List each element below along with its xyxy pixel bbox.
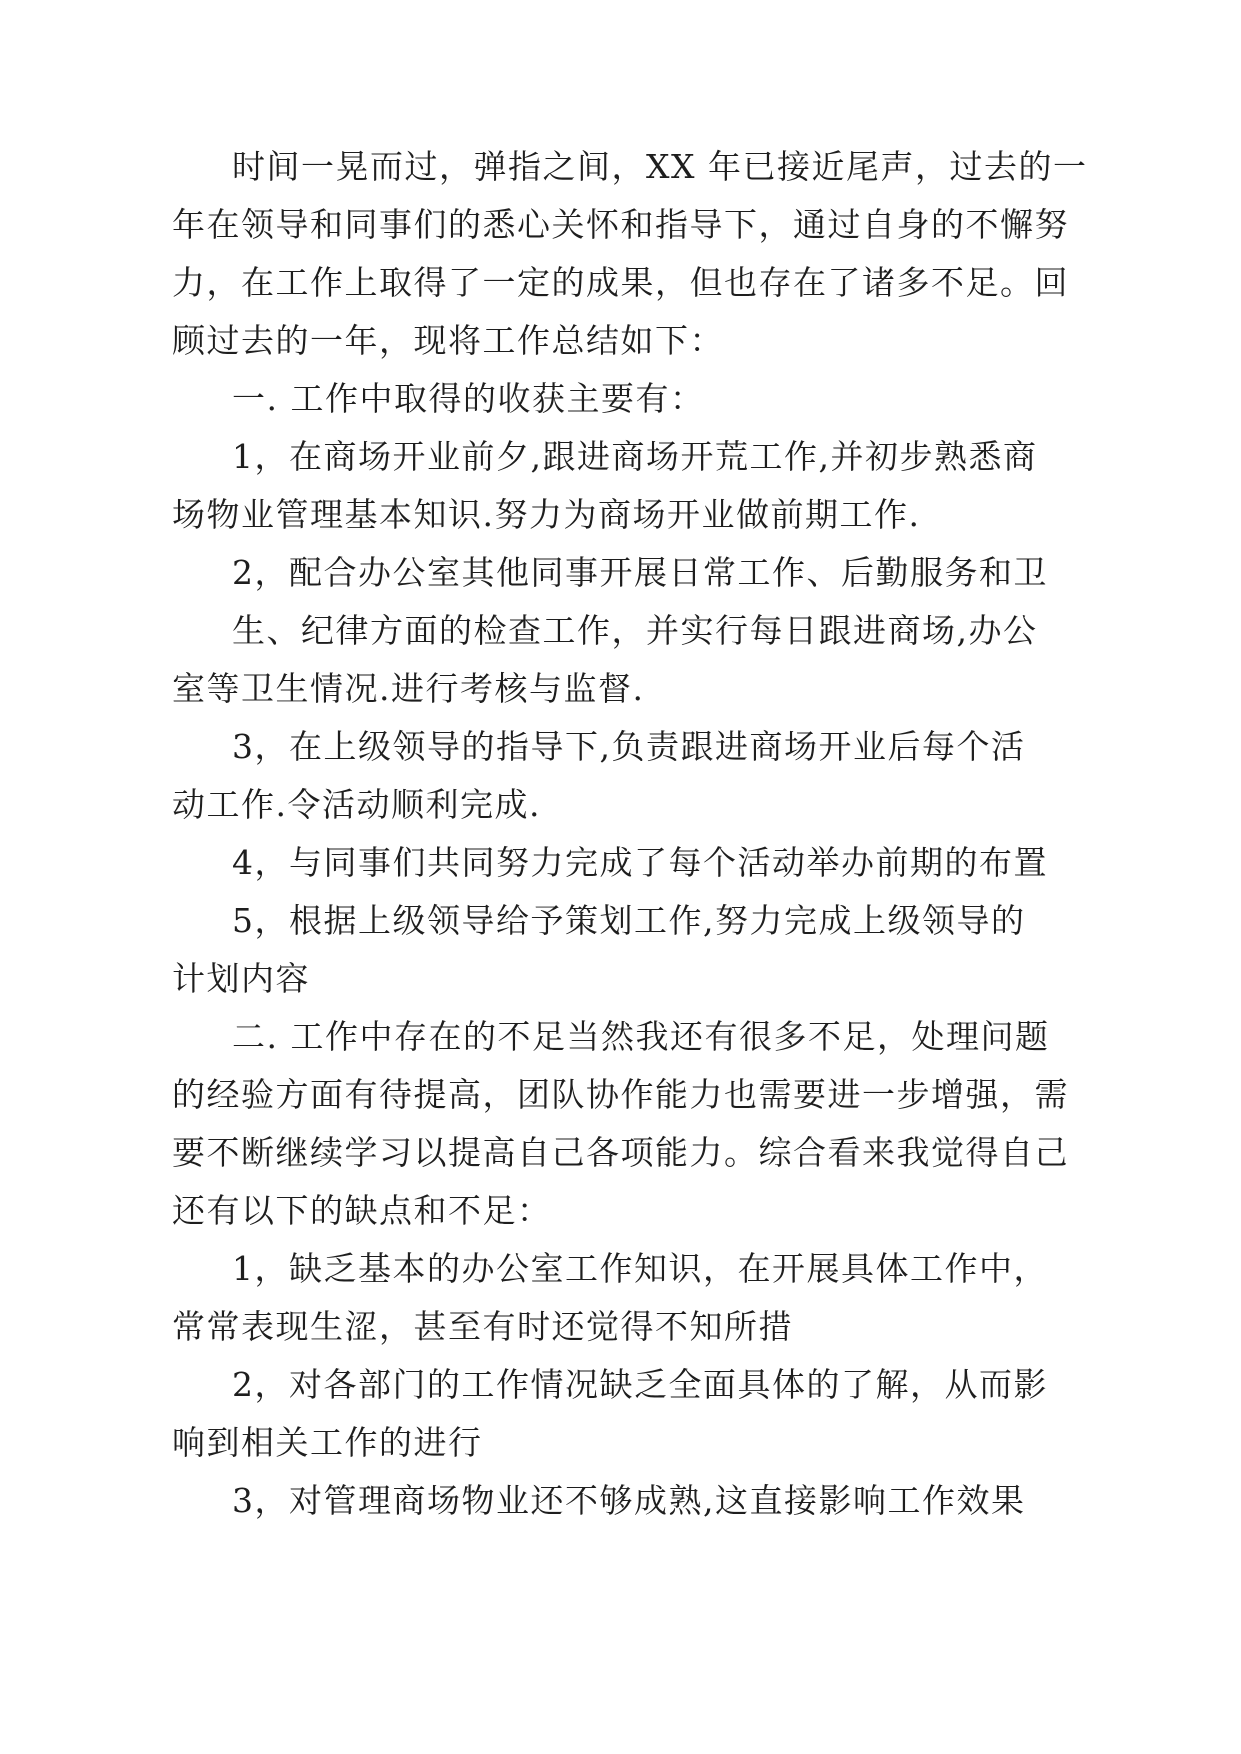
text-line: 室等卫生情况.进行考核与监督. [172,669,645,708]
text-line: 场物业管理基本知识.努力为商场开业做前期工作. [172,495,921,534]
text-line: 5，根据上级领导给予策划工作,努力完成上级领导的 [232,901,1026,940]
text-line: 响到相关工作的进行 [172,1423,483,1462]
text-line: 时间一晃而过，弹指之间，XX 年已接近尾声，过去的一 [232,147,1088,186]
text-line: 1，缺乏基本的办公室工作知识，在开展具体工作中， [232,1249,1048,1288]
text-line: 顾过去的一年，现将工作总结如下： [172,321,724,360]
text-line: 计划内容 [172,959,310,998]
text-line: 的经验方面有待提高，团队协作能力也需要进一步增强，需 [172,1075,1069,1114]
text-line: 要不断继续学习以提高自己各项能力。综合看来我觉得自己 [172,1133,1069,1172]
section-heading: 二. 工作中存在的不足当然我还有很多不足，处理问题 [232,1017,1050,1056]
text-line: 2，配合办公室其他同事开展日常工作、后勤服务和卫 [232,553,1048,592]
text-line: 2，对各部门的工作情况缺乏全面具体的了解，从而影 [232,1365,1048,1404]
text-line: 生、纪律方面的检查工作，并实行每日跟进商场,办公 [232,611,1038,650]
text-line: 还有以下的缺点和不足： [172,1191,552,1230]
section-heading: 一. 工作中取得的收获主要有： [232,379,705,418]
text-line: 常常表现生涩，甚至有时还觉得不知所措 [172,1307,793,1346]
text-line: 动工作.令活动顺利完成. [172,785,541,824]
text-line: 1，在商场开业前夕,跟进商场开荒工作,并初步熟悉商 [232,437,1038,476]
text-line: 3，对管理商场物业还不够成熟,这直接影响工作效果 [232,1481,1026,1520]
text-line: 3，在上级领导的指导下,负责跟进商场开业后每个活 [232,727,1026,766]
text-line: 4，与同事们共同努力完成了每个活动举办前期的布置 [232,843,1048,882]
text-line: 力，在工作上取得了一定的成果，但也存在了诸多不足。回 [172,263,1069,302]
text-line: 年在领导和同事们的悉心关怀和指导下，通过自身的不懈努 [172,205,1069,244]
